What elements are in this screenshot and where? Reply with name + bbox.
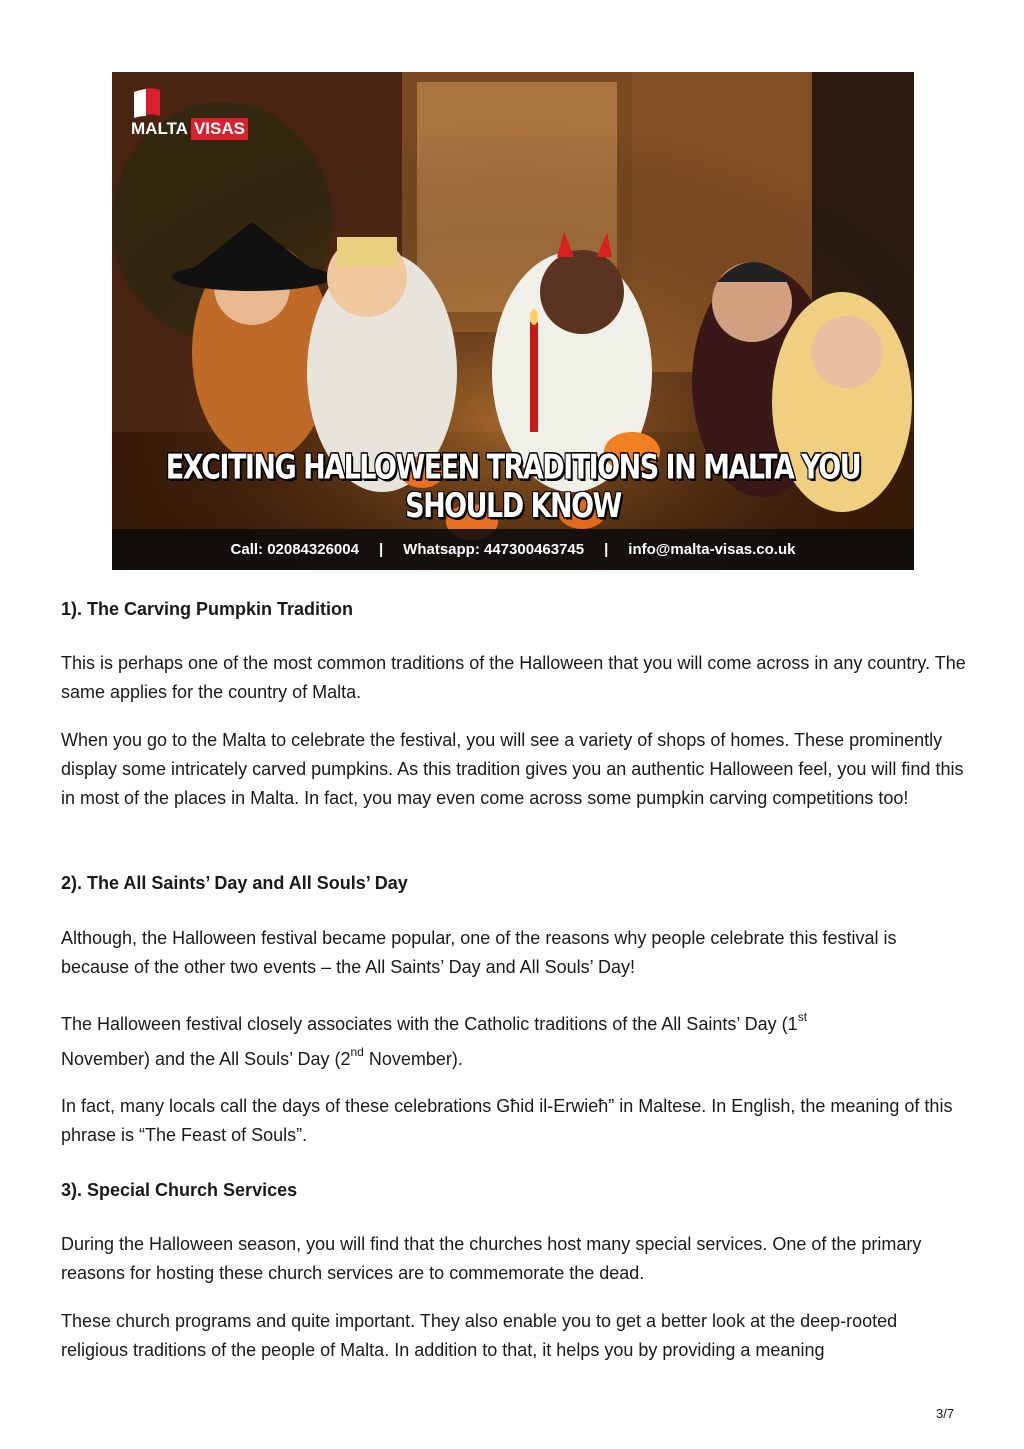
paragraph-text: The Halloween festival closely associates with the Catholic traditions of the All Saints’ Day (1 <box>61 1014 798 1034</box>
ordinal-suffix: st <box>797 1010 808 1024</box>
paragraph: This is perhaps one of the most common traditions of the Halloween that you will come across in any country. The same applies for the country of Malta. <box>61 653 966 702</box>
paragraph: Although, the Halloween festival became popular, one of the reasons why people celebrate this festival is because of the other two events – the All Saints’ Day and All Souls’ Day! <box>61 928 897 977</box>
contact-call: Call: 02084326004 <box>230 541 359 558</box>
banner-image <box>112 72 914 570</box>
paragraph: During the Halloween season, you will find that the churches host many special services. One of the primary reasons for hosting these church services are to commemorate the dead. <box>61 1234 922 1283</box>
paragraph: When you go to the Malta to celebrate the festival, you will see a variety of shops of homes. These prominently display some intricately carved pumpkins. As this tradition gives you an authentic Halloween feel, you will find this in most of the places in Malta. In fact, you may even come across some pumpkin carving competitions too! <box>61 730 964 808</box>
paragraph: These church programs and quite important. They also enable you to get a better look at the deep-rooted religious traditions of the people of Malta. In addition to that, it helps you by providing a meaning <box>61 1311 898 1360</box>
paragraph-text: November) and the All Souls’ Day (2 <box>61 1049 351 1069</box>
logo-malta-text: MALTA <box>131 119 188 138</box>
malta-visas-logo <box>128 86 248 140</box>
contact-email: info@malta-visas.co.uk <box>628 541 796 558</box>
section-heading: 1). The Carving Pumpkin Tradition <box>61 599 354 619</box>
paragraph-text: November). <box>363 1049 463 1069</box>
contact-whatsapp: Whatsapp: 447300463745 <box>403 541 585 558</box>
contact-separator: | <box>604 541 609 558</box>
flag-logo-icon <box>130 86 164 122</box>
ordinal-suffix: nd <box>350 1045 364 1059</box>
paragraph: In fact, many locals call the days of these celebrations Għid il-Erwieħ” in Maltese. In English, the meaning of this phrase is “The Feast of Souls”. <box>61 1096 953 1145</box>
banner-headline: EXCITING HALLOWEEN TRADITIONS IN MALTA YOU SHOULD KNOW <box>165 448 861 526</box>
paragraph-catholic-dates <box>61 1007 966 1077</box>
contact-bar <box>112 529 914 570</box>
page-number: 3/7 <box>936 1406 955 1421</box>
section-heading: 3). Special Church Services <box>61 1180 298 1200</box>
logo-visas-text: VISAS <box>191 118 248 140</box>
section-heading: 2). The All Saints’ Day and All Souls’ Day <box>61 873 408 893</box>
contact-separator: | <box>378 541 384 558</box>
